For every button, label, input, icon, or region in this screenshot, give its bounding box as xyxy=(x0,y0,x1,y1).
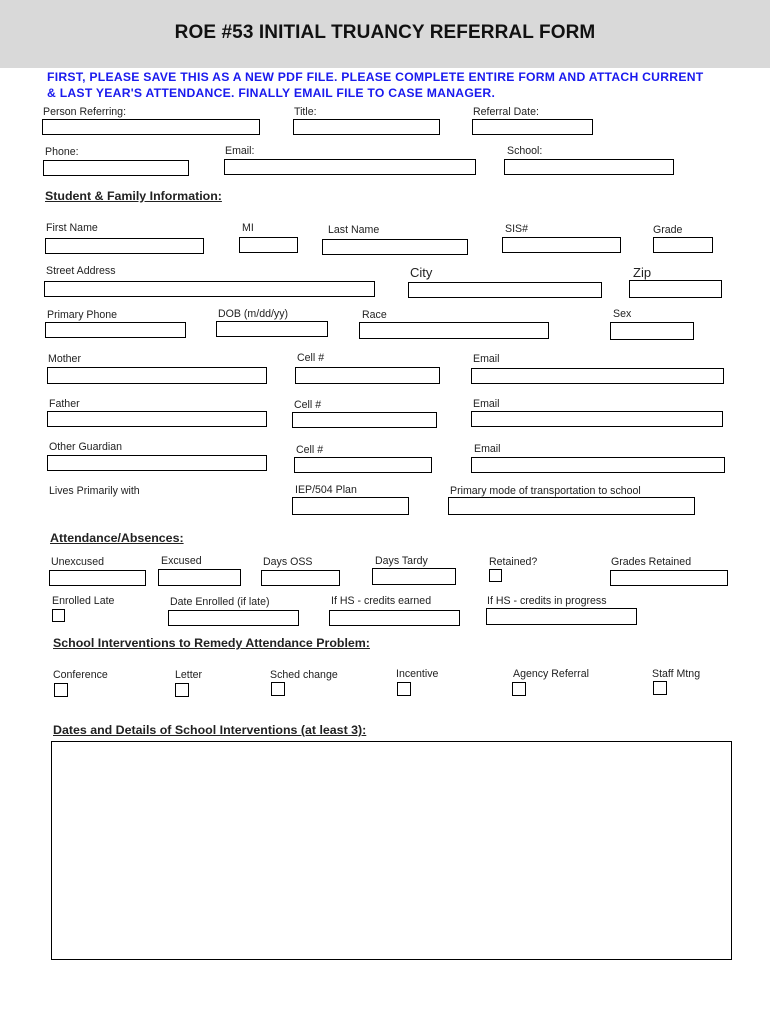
other-guardian-label: Other Guardian xyxy=(49,441,123,453)
referral-date-label: Referral Date: xyxy=(473,106,539,118)
street-address-label: Street Address xyxy=(46,265,116,277)
incentive-checkbox[interactable] xyxy=(397,682,411,696)
mother-email-field[interactable] xyxy=(471,368,724,384)
agency-referral-checkbox[interactable] xyxy=(512,682,526,696)
city-field[interactable] xyxy=(408,282,602,298)
guardian-email-label: Email xyxy=(474,443,501,455)
mother-field[interactable] xyxy=(47,367,267,384)
mother-cell-label: Cell # xyxy=(297,352,325,364)
father-label: Father xyxy=(49,398,80,410)
mother-label: Mother xyxy=(48,353,81,365)
attendance-section-title: Attendance/Absences: xyxy=(50,531,184,545)
transport-label: Primary mode of transportation to school xyxy=(450,485,641,497)
other-guardian-field[interactable] xyxy=(47,455,267,471)
title-field[interactable] xyxy=(293,119,440,135)
phone-field[interactable] xyxy=(43,160,189,176)
retained-label: Retained? xyxy=(489,556,538,568)
details-section-title: Dates and Details of School Interventions (at least 3): xyxy=(53,723,367,737)
letter-checkbox[interactable] xyxy=(175,683,189,697)
hs-credits-earned-label: If HS - credits earned xyxy=(331,595,432,607)
sched-change-label: Sched change xyxy=(270,669,338,681)
grade-label: Grade xyxy=(653,224,683,236)
phone-label: Phone: xyxy=(45,146,79,158)
person-referring-field[interactable] xyxy=(42,119,260,135)
street-address-field[interactable] xyxy=(44,281,375,297)
interventions-section-title: School Interventions to Remedy Attendance Problem: xyxy=(53,636,370,650)
city-label: City xyxy=(410,265,433,280)
hs-credits-progress-field[interactable] xyxy=(486,608,637,625)
person-referring-label: Person Referring: xyxy=(43,106,127,118)
hs-credits-earned-field[interactable] xyxy=(329,610,460,626)
days-tardy-label: Days Tardy xyxy=(375,555,428,567)
instructions-line-1: FIRST, PLEASE SAVE THIS AS A NEW PDF FILE. PLEASE COMPLETE ENTIRE FORM AND ATTACH CURRENT xyxy=(47,70,704,84)
mother-email-label: Email xyxy=(473,353,500,365)
date-enrolled-label: Date Enrolled (if late) xyxy=(170,596,270,608)
guardian-cell-field[interactable] xyxy=(294,457,432,473)
enrolled-late-label: Enrolled Late xyxy=(52,595,115,607)
grades-retained-field[interactable] xyxy=(610,570,728,586)
excused-label: Excused xyxy=(161,555,202,567)
last-name-field[interactable] xyxy=(322,239,468,255)
sis-label: SIS# xyxy=(505,223,528,235)
referral-date-field[interactable] xyxy=(472,119,593,135)
school-label: School: xyxy=(507,145,543,157)
primary-phone-label: Primary Phone xyxy=(47,309,118,321)
agency-referral-label: Agency Referral xyxy=(513,668,589,680)
iep-field[interactable] xyxy=(292,497,409,515)
conference-label: Conference xyxy=(53,669,108,681)
last-name-label: Last Name xyxy=(328,224,380,236)
father-cell-field[interactable] xyxy=(292,412,437,428)
race-label: Race xyxy=(362,309,387,321)
first-name-label: First Name xyxy=(46,222,98,234)
school-field[interactable] xyxy=(504,159,674,175)
days-tardy-field[interactable] xyxy=(372,568,456,585)
father-email-field[interactable] xyxy=(471,411,723,427)
excused-field[interactable] xyxy=(158,569,241,586)
zip-label: Zip xyxy=(633,265,652,280)
staff-mtng-checkbox[interactable] xyxy=(653,681,667,695)
father-email-label: Email xyxy=(473,398,500,410)
lives-with-label: Lives Primarily with xyxy=(49,485,140,497)
dob-label: DOB (m/dd/yy) xyxy=(218,308,289,320)
student-family-section-title: Student & Family Information: xyxy=(45,189,222,203)
transport-field[interactable] xyxy=(448,497,695,515)
form-title: ROE #53 INITIAL TRUANCY REFERRAL FORM xyxy=(174,22,596,43)
instructions-line-2: & LAST YEAR'S ATTENDANCE. FINALLY EMAIL FILE TO CASE MANAGER. xyxy=(47,86,496,100)
grades-retained-label: Grades Retained xyxy=(611,556,692,568)
sex-label: Sex xyxy=(613,308,632,320)
sched-change-checkbox[interactable] xyxy=(271,682,285,696)
first-name-field[interactable] xyxy=(45,238,204,254)
grade-field[interactable] xyxy=(653,237,713,253)
sis-field[interactable] xyxy=(502,237,621,253)
father-cell-label: Cell # xyxy=(294,399,322,411)
dob-field[interactable] xyxy=(216,321,328,337)
mi-field[interactable] xyxy=(239,237,298,253)
date-enrolled-field[interactable] xyxy=(168,610,299,626)
zip-field[interactable] xyxy=(629,280,722,298)
retained-checkbox[interactable] xyxy=(489,569,502,582)
days-oss-label: Days OSS xyxy=(263,556,313,568)
email-field[interactable] xyxy=(224,159,476,175)
email-label: Email: xyxy=(225,145,255,157)
days-oss-field[interactable] xyxy=(261,570,340,586)
guardian-email-field[interactable] xyxy=(471,457,725,473)
father-field[interactable] xyxy=(47,411,267,427)
details-textarea[interactable] xyxy=(51,741,732,960)
conference-checkbox[interactable] xyxy=(54,683,68,697)
hs-credits-progress-label: If HS - credits in progress xyxy=(487,595,607,607)
unexcused-label: Unexcused xyxy=(51,556,104,568)
race-field[interactable] xyxy=(359,322,549,339)
guardian-cell-label: Cell # xyxy=(296,444,324,456)
primary-phone-field[interactable] xyxy=(45,322,186,338)
title-label: Title: xyxy=(294,106,317,118)
unexcused-field[interactable] xyxy=(49,570,146,586)
incentive-label: Incentive xyxy=(396,668,439,680)
sex-field[interactable] xyxy=(610,322,694,340)
mi-label: MI xyxy=(242,222,254,234)
staff-mtng-label: Staff Mtng xyxy=(652,668,701,680)
letter-label: Letter xyxy=(175,669,203,681)
iep-label: IEP/504 Plan xyxy=(295,484,357,496)
mother-cell-field[interactable] xyxy=(295,367,440,384)
enrolled-late-checkbox[interactable] xyxy=(52,609,65,622)
